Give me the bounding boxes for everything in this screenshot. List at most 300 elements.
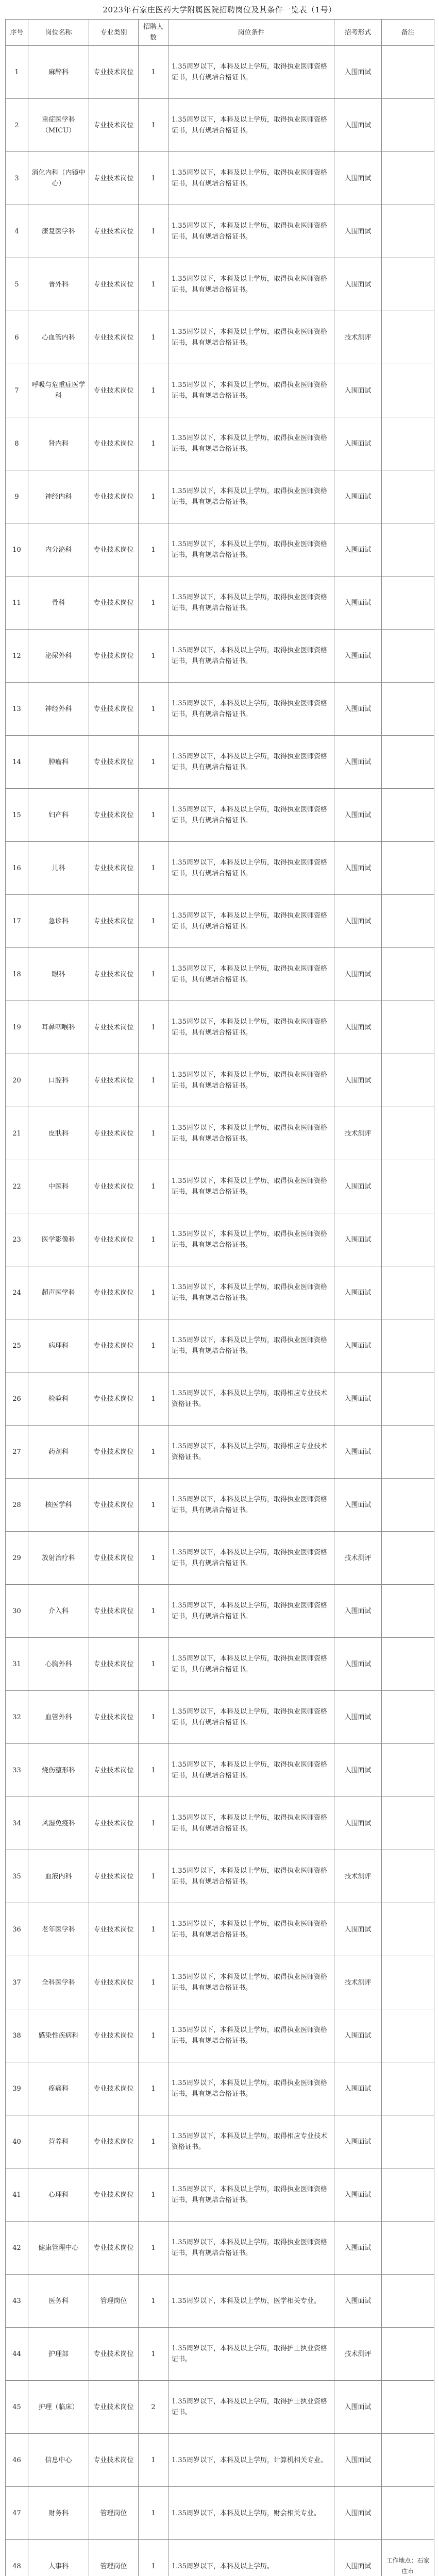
cell-requirements: 1.35周岁以下，本科及以上学历，取得执业医师资格证书，具有规培合格证书。 (168, 1850, 334, 1903)
cell-post: 眼科 (28, 948, 89, 1001)
cell-category: 专业技术岗位 (89, 577, 139, 630)
cell-note (382, 2381, 434, 2434)
cell-post: 呼吸与危重症医学科 (28, 364, 89, 417)
cell-count: 1 (139, 789, 168, 842)
cell-category: 专业技术岗位 (89, 2115, 139, 2168)
cell-count: 1 (139, 1372, 168, 1426)
cell-note (382, 1054, 434, 1107)
cell-mode: 入围面试 (334, 842, 382, 895)
cell-post: 护理（临床） (28, 2381, 89, 2434)
cell-note (382, 1319, 434, 1372)
cell-note (382, 948, 434, 1001)
cell-post: 老年医学科 (28, 1903, 89, 1956)
cell-note (382, 2062, 434, 2115)
cell-no: 16 (6, 842, 28, 895)
cell-note (382, 1266, 434, 1319)
cell-post: 病理科 (28, 1319, 89, 1372)
cell-requirements: 1.35周岁以下，本科及以上学历，取得执业医师资格证书，具有规培合格证书。 (168, 1903, 334, 1956)
cell-post: 放射治疗科 (28, 1532, 89, 1585)
cell-category: 专业技术岗位 (89, 470, 139, 523)
header-requirements: 岗位条件 (168, 20, 334, 46)
cell-mode: 技术测评 (334, 2328, 382, 2381)
cell-post: 疼痛科 (28, 2062, 89, 2115)
cell-mode: 入围面试 (334, 736, 382, 789)
cell-requirements: 1.35周岁以下，本科及以上学历，取得执业医师资格证书，具有规培合格证书。 (168, 1691, 334, 1744)
table-row (6, 895, 434, 948)
table-row (6, 2275, 434, 2328)
cell-count: 1 (139, 1903, 168, 1956)
cell-requirements: 1.35周岁以下，本科及以上学历，取得执业医师资格证书，具有规培合格证书。 (168, 99, 334, 152)
cell-no: 39 (6, 2062, 28, 2115)
cell-count: 1 (139, 1744, 168, 1797)
cell-mode: 入围面试 (334, 1001, 382, 1054)
table-row (6, 2487, 434, 2540)
cell-mode: 入围面试 (334, 258, 382, 311)
cell-note (382, 736, 434, 789)
cell-requirements: 1.35周岁以下，本科及以上学历，医学相关专业。 (168, 2275, 334, 2328)
table-row (6, 46, 434, 99)
cell-post: 感染性疾病科 (28, 2009, 89, 2062)
header-note: 备注 (382, 20, 434, 46)
cell-post: 血管外科 (28, 1691, 89, 1744)
cell-no: 5 (6, 258, 28, 311)
cell-category: 专业技术岗位 (89, 2434, 139, 2487)
cell-post: 中医科 (28, 1160, 89, 1213)
cell-no: 33 (6, 1744, 28, 1797)
cell-requirements: 1.35周岁以下，本科及以上学历，取得相应专业技术资格证书。 (168, 1426, 334, 1479)
cell-post: 皮肤科 (28, 1107, 89, 1160)
cell-note (382, 99, 434, 152)
cell-requirements: 1.35周岁以下，本科及以上学历，取得执业医师资格证书，具有规培合格证书。 (168, 1160, 334, 1213)
cell-requirements: 1.35周岁以下，本科及以上学历，财会相关专业。 (168, 2487, 334, 2540)
cell-requirements: 1.35周岁以下，本科及以上学历，取得执业医师资格证书，具有规培合格证书。 (168, 1744, 334, 1797)
cell-mode: 入围面试 (334, 470, 382, 523)
cell-mode: 入围面试 (334, 895, 382, 948)
cell-post: 营养科 (28, 2115, 89, 2168)
cell-note (382, 1001, 434, 1054)
cell-mode: 入围面试 (334, 2434, 382, 2487)
cell-no: 37 (6, 1956, 28, 2009)
cell-mode: 入围面试 (334, 1054, 382, 1107)
cell-post: 风湿免疫科 (28, 1797, 89, 1850)
cell-requirements: 1.35周岁以下，本科及以上学历，取得护士执业资格证书。 (168, 2328, 334, 2381)
cell-note (382, 1638, 434, 1691)
cell-count: 1 (139, 2328, 168, 2381)
cell-post: 健康管理中心 (28, 2222, 89, 2275)
cell-note (382, 417, 434, 470)
cell-post: 医学影像科 (28, 1213, 89, 1266)
cell-mode: 入围面试 (334, 1638, 382, 1691)
cell-count: 1 (139, 1001, 168, 1054)
cell-note (382, 1372, 434, 1426)
cell-mode: 入围面试 (334, 1266, 382, 1319)
cell-note (382, 895, 434, 948)
cell-post: 财务科 (28, 2487, 89, 2540)
table-row (6, 205, 434, 258)
cell-count: 1 (139, 523, 168, 577)
cell-note (382, 1426, 434, 1479)
cell-count: 1 (139, 2434, 168, 2487)
cell-mode: 入围面试 (334, 2381, 382, 2434)
table-row (6, 2540, 434, 2576)
cell-count: 1 (139, 1532, 168, 1585)
table-row (6, 2381, 434, 2434)
cell-mode: 入围面试 (334, 2540, 382, 2576)
cell-note (382, 364, 434, 417)
cell-mode: 入围面试 (334, 1426, 382, 1479)
cell-requirements: 1.35周岁以下，本科及以上学历，取得执业医师资格证书，具有规培合格证书。 (168, 736, 334, 789)
cell-requirements: 1.35周岁以下，本科及以上学历，取得护士执业资格证书。 (168, 2381, 334, 2434)
cell-requirements: 1.35周岁以下，本科及以上学历，取得执业医师资格证书，具有规培合格证书。 (168, 417, 334, 470)
cell-no: 18 (6, 948, 28, 1001)
cell-requirements: 1.35周岁以下，本科及以上学历，取得执业医师资格证书，具有规培合格证书。 (168, 1054, 334, 1107)
cell-post: 妇产科 (28, 789, 89, 842)
cell-post: 肿瘤科 (28, 736, 89, 789)
cell-mode: 入围面试 (334, 1319, 382, 1372)
cell-no: 11 (6, 577, 28, 630)
cell-count: 1 (139, 1107, 168, 1160)
cell-category: 专业技术岗位 (89, 1107, 139, 1160)
cell-category: 专业技术岗位 (89, 417, 139, 470)
cell-category: 专业技术岗位 (89, 99, 139, 152)
cell-mode: 入围面试 (334, 2062, 382, 2115)
cell-note (382, 311, 434, 364)
cell-mode: 入围面试 (334, 2168, 382, 2222)
cell-no: 44 (6, 2328, 28, 2381)
cell-count: 1 (139, 1054, 168, 1107)
table-row (6, 99, 434, 152)
cell-requirements: 1.35周岁以下，本科及以上学历，取得相应专业技术资格证书。 (168, 1372, 334, 1426)
cell-no: 10 (6, 523, 28, 577)
table-row (6, 736, 434, 789)
cell-no: 8 (6, 417, 28, 470)
table-row (6, 311, 434, 364)
cell-count: 1 (139, 1850, 168, 1903)
cell-requirements: 1.35周岁以下，本科及以上学历，取得执业医师资格证书，具有规培合格证书。 (168, 1479, 334, 1532)
cell-requirements: 1.35周岁以下，本科及以上学历。 (168, 2540, 334, 2576)
table-row (6, 1850, 434, 1903)
table-row (6, 1319, 434, 1372)
cell-no: 43 (6, 2275, 28, 2328)
cell-category: 管理岗位 (89, 2487, 139, 2540)
table-row (6, 577, 434, 630)
cell-no: 13 (6, 683, 28, 736)
cell-count: 1 (139, 2115, 168, 2168)
table-row (6, 1160, 434, 1213)
table-row (6, 842, 434, 895)
table-row (6, 1956, 434, 2009)
cell-post: 骨科 (28, 577, 89, 630)
cell-category: 专业技术岗位 (89, 736, 139, 789)
cell-no: 7 (6, 364, 28, 417)
cell-mode: 入围面试 (334, 2275, 382, 2328)
cell-note (382, 2328, 434, 2381)
cell-no: 35 (6, 1850, 28, 1903)
header-mode: 招考形式 (334, 20, 382, 46)
cell-post: 耳鼻咽喉科 (28, 1001, 89, 1054)
cell-no: 36 (6, 1903, 28, 1956)
cell-requirements: 1.35周岁以下，本科及以上学历，取得执业医师资格证书，具有规培合格证书。 (168, 2168, 334, 2222)
table-row (6, 152, 434, 205)
cell-note (382, 2009, 434, 2062)
cell-post: 信息中心 (28, 2434, 89, 2487)
cell-category: 专业技术岗位 (89, 1850, 139, 1903)
cell-no: 29 (6, 1532, 28, 1585)
cell-count: 1 (139, 2009, 168, 2062)
cell-note (382, 1744, 434, 1797)
table-row (6, 2168, 434, 2222)
cell-post: 人事科 (28, 2540, 89, 2576)
cell-note (382, 46, 434, 99)
cell-requirements: 1.35周岁以下，本科及以上学历，取得执业医师资格证书，具有规培合格证书。 (168, 577, 334, 630)
cell-mode: 入围面试 (334, 683, 382, 736)
cell-no: 24 (6, 1266, 28, 1319)
cell-mode: 入围面试 (334, 523, 382, 577)
cell-requirements: 1.35周岁以下，本科及以上学历，取得执业医师资格证书，具有规培合格证书。 (168, 1956, 334, 2009)
cell-category: 专业技术岗位 (89, 1744, 139, 1797)
cell-no: 19 (6, 1001, 28, 1054)
cell-mode: 入围面试 (334, 364, 382, 417)
table-row (6, 1213, 434, 1266)
cell-post: 重症医学科（MICU） (28, 99, 89, 152)
cell-no: 47 (6, 2487, 28, 2540)
cell-mode: 入围面试 (334, 1691, 382, 1744)
cell-note (382, 2115, 434, 2168)
cell-category: 专业技术岗位 (89, 2222, 139, 2275)
table-row (6, 1532, 434, 1585)
cell-mode: 入围面试 (334, 948, 382, 1001)
cell-count: 1 (139, 311, 168, 364)
cell-category: 专业技术岗位 (89, 630, 139, 683)
cell-count: 1 (139, 842, 168, 895)
cell-no: 21 (6, 1107, 28, 1160)
table-row (6, 683, 434, 736)
cell-mode: 入围面试 (334, 1585, 382, 1638)
cell-no: 4 (6, 205, 28, 258)
cell-mode: 入围面试 (334, 1160, 382, 1213)
table-row (6, 417, 434, 470)
cell-post: 神经外科 (28, 683, 89, 736)
cell-category: 专业技术岗位 (89, 1426, 139, 1479)
cell-note (382, 1585, 434, 1638)
cell-count: 1 (139, 736, 168, 789)
table-row (6, 1585, 434, 1638)
cell-requirements: 1.35周岁以下，本科及以上学历，取得执业医师资格证书，具有规培合格证书。 (168, 258, 334, 311)
cell-post: 药剂科 (28, 1426, 89, 1479)
cell-mode: 入围面试 (334, 2222, 382, 2275)
cell-requirements: 1.35周岁以下，本科及以上学历，取得执业医师资格证书，具有规培合格证书。 (168, 152, 334, 205)
cell-no: 14 (6, 736, 28, 789)
cell-count: 1 (139, 258, 168, 311)
cell-category: 专业技术岗位 (89, 1479, 139, 1532)
cell-note (382, 1956, 434, 2009)
cell-post: 麻醉科 (28, 46, 89, 99)
cell-category: 专业技术岗位 (89, 2062, 139, 2115)
cell-requirements: 1.35周岁以下，本科及以上学历，取得执业医师资格证书，具有规培合格证书。 (168, 470, 334, 523)
cell-requirements: 1.35周岁以下，本科及以上学历，取得执业医师资格证书，具有规培合格证书。 (168, 1001, 334, 1054)
cell-category: 专业技术岗位 (89, 1638, 139, 1691)
cell-count: 1 (139, 895, 168, 948)
cell-note (382, 2168, 434, 2222)
cell-no: 25 (6, 1319, 28, 1372)
cell-category: 专业技术岗位 (89, 1054, 139, 1107)
cell-no: 17 (6, 895, 28, 948)
cell-post: 心理科 (28, 2168, 89, 2222)
cell-count: 1 (139, 205, 168, 258)
table-row (6, 1691, 434, 1744)
cell-post: 康复医学科 (28, 205, 89, 258)
table-row (6, 1903, 434, 1956)
table-row (6, 630, 434, 683)
cell-requirements: 1.35周岁以下，本科及以上学历，取得执业医师资格证书，具有规培合格证书。 (168, 1638, 334, 1691)
cell-category: 专业技术岗位 (89, 895, 139, 948)
cell-requirements: 1.35周岁以下，本科及以上学历，取得执业医师资格证书，具有规培合格证书。 (168, 2222, 334, 2275)
cell-requirements: 1.35周岁以下，本科及以上学历，取得执业医师资格证书，具有规培合格证书。 (168, 842, 334, 895)
cell-category: 专业技术岗位 (89, 1319, 139, 1372)
cell-category: 专业技术岗位 (89, 1213, 139, 1266)
cell-post: 介入科 (28, 1585, 89, 1638)
cell-mode: 入围面试 (334, 1797, 382, 1850)
cell-requirements: 1.35周岁以下，本科及以上学历，取得执业医师资格证书，具有规培合格证书。 (168, 630, 334, 683)
cell-note (382, 1479, 434, 1532)
cell-mode: 入围面试 (334, 99, 382, 152)
cell-count: 1 (139, 1479, 168, 1532)
cell-post: 肾内科 (28, 417, 89, 470)
cell-requirements: 1.35周岁以下，本科及以上学历，取得执业医师资格证书，具有规培合格证书。 (168, 2009, 334, 2062)
cell-post: 心血管内科 (28, 311, 89, 364)
cell-no: 3 (6, 152, 28, 205)
cell-count: 1 (139, 1319, 168, 1372)
cell-mode: 入围面试 (334, 152, 382, 205)
header-post: 岗位名称 (28, 20, 89, 46)
cell-category: 专业技术岗位 (89, 1585, 139, 1638)
cell-no: 30 (6, 1585, 28, 1638)
cell-post: 医务科 (28, 2275, 89, 2328)
cell-no: 27 (6, 1426, 28, 1479)
table-row (6, 258, 434, 311)
cell-note (382, 1160, 434, 1213)
cell-mode: 入围面试 (334, 789, 382, 842)
cell-note (382, 152, 434, 205)
cell-requirements: 1.35周岁以下，本科及以上学历，取得执业医师资格证书，具有规培合格证书。 (168, 311, 334, 364)
cell-requirements: 1.35周岁以下，本科及以上学历，取得执业医师资格证书，具有规培合格证书。 (168, 1532, 334, 1585)
cell-post: 超声医学科 (28, 1266, 89, 1319)
cell-count: 1 (139, 1638, 168, 1691)
cell-post: 护理部 (28, 2328, 89, 2381)
cell-note (382, 523, 434, 577)
cell-requirements: 1.35周岁以下，本科及以上学历，取得执业医师资格证书，具有规培合格证书。 (168, 46, 334, 99)
table-row (6, 1479, 434, 1532)
cell-count: 1 (139, 152, 168, 205)
table-row (6, 1107, 434, 1160)
cell-count: 1 (139, 2540, 168, 2576)
cell-category: 专业技术岗位 (89, 311, 139, 364)
cell-no: 15 (6, 789, 28, 842)
cell-note (382, 1532, 434, 1585)
cell-count: 1 (139, 2487, 168, 2540)
cell-post: 烧伤整形科 (28, 1744, 89, 1797)
cell-no: 9 (6, 470, 28, 523)
cell-requirements: 1.35周岁以下，本科及以上学历，取得执业医师资格证书，具有规培合格证书。 (168, 364, 334, 417)
cell-category: 专业技术岗位 (89, 2328, 139, 2381)
cell-note (382, 842, 434, 895)
table-row (6, 1054, 434, 1107)
cell-requirements: 1.35周岁以下，本科及以上学历，取得执业医师资格证书，具有规培合格证书。 (168, 1319, 334, 1372)
cell-post: 血液内科 (28, 1850, 89, 1903)
cell-requirements: 1.35周岁以下，本科及以上学历，取得执业医师资格证书，具有规培合格证书。 (168, 948, 334, 1001)
cell-note (382, 630, 434, 683)
cell-no: 6 (6, 311, 28, 364)
table-row (6, 2115, 434, 2168)
cell-category: 专业技术岗位 (89, 2381, 139, 2434)
cell-mode: 入围面试 (334, 1479, 382, 1532)
cell-count: 1 (139, 1956, 168, 2009)
cell-note (382, 258, 434, 311)
cell-no: 12 (6, 630, 28, 683)
cell-count: 1 (139, 470, 168, 523)
cell-count: 2 (139, 2381, 168, 2434)
cell-mode: 技术测评 (334, 1850, 382, 1903)
cell-category: 专业技术岗位 (89, 948, 139, 1001)
cell-mode: 技术测评 (334, 1532, 382, 1585)
cell-requirements: 1.35周岁以下，本科及以上学历，取得执业医师资格证书，具有规培合格证书。 (168, 523, 334, 577)
cell-category: 专业技术岗位 (89, 683, 139, 736)
cell-category: 专业技术岗位 (89, 364, 139, 417)
cell-no: 38 (6, 2009, 28, 2062)
cell-no: 31 (6, 1638, 28, 1691)
cell-note (382, 1691, 434, 1744)
cell-count: 1 (139, 2168, 168, 2222)
cell-note (382, 470, 434, 523)
cell-count: 1 (139, 577, 168, 630)
cell-count: 1 (139, 2275, 168, 2328)
cell-note (382, 683, 434, 736)
cell-mode: 入围面试 (334, 46, 382, 99)
cell-note (382, 1850, 434, 1903)
cell-mode: 入围面试 (334, 630, 382, 683)
table-row (6, 470, 434, 523)
cell-category: 管理岗位 (89, 2275, 139, 2328)
cell-category: 专业技术岗位 (89, 1956, 139, 2009)
cell-category: 专业技术岗位 (89, 205, 139, 258)
cell-category: 专业技术岗位 (89, 2009, 139, 2062)
cell-count: 1 (139, 683, 168, 736)
cell-no: 42 (6, 2222, 28, 2275)
cell-requirements: 1.35周岁以下，本科及以上学历，取得执业医师资格证书，具有规培合格证书。 (168, 205, 334, 258)
table-row (6, 1001, 434, 1054)
cell-requirements: 1.35周岁以下，本科及以上学历，取得执业医师资格证书，具有规培合格证书。 (168, 1585, 334, 1638)
cell-count: 1 (139, 417, 168, 470)
cell-mode: 技术测评 (334, 1107, 382, 1160)
cell-count: 1 (139, 1426, 168, 1479)
cell-mode: 入围面试 (334, 577, 382, 630)
cell-note (382, 2222, 434, 2275)
cell-note (382, 205, 434, 258)
cell-category: 专业技术岗位 (89, 1372, 139, 1426)
cell-count: 1 (139, 46, 168, 99)
table-row (6, 2222, 434, 2275)
cell-mode: 入围面试 (334, 2487, 382, 2540)
cell-category: 专业技术岗位 (89, 1001, 139, 1054)
cell-no: 32 (6, 1691, 28, 1744)
cell-post: 神经内科 (28, 470, 89, 523)
cell-no: 1 (6, 46, 28, 99)
cell-no: 23 (6, 1213, 28, 1266)
cell-category: 专业技术岗位 (89, 152, 139, 205)
cell-post: 心胸外科 (28, 1638, 89, 1691)
cell-mode: 入围面试 (334, 417, 382, 470)
cell-category: 专业技术岗位 (89, 842, 139, 895)
